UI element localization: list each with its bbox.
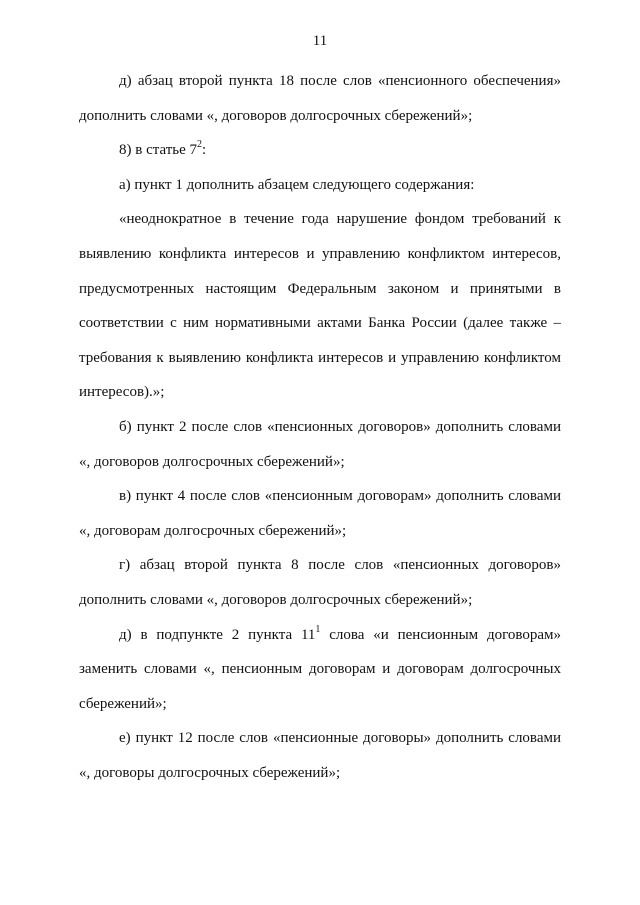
paragraph-text: д) в подпункте 2 пункта 11 xyxy=(119,626,316,643)
paragraph-text: 8) в статье 7 xyxy=(119,142,198,159)
paragraph-item-b: б) пункт 2 после слов «пенсионных договоров» дополнить словами «, договоров долгосрочных сбережений»; xyxy=(79,418,561,470)
document-body xyxy=(79,64,561,790)
paragraph-item-g: г) абзац второй пункта 8 после слов «пенсионных договоров» дополнить словами «, договоров долгосрочных сбережений»; xyxy=(79,557,561,608)
paragraph-text: слова «и пенсионным договорам» заменить словами «, пенсионным договорам и договорам долгосрочных сбережений»; xyxy=(79,626,562,712)
paragraph-item-e: е) пункт 12 после слов «пенсионные договоры» дополнить словами «, договоры долгосрочных сбережений»; xyxy=(79,730,561,781)
paragraph-item-v: в) пункт 4 после слов «пенсионным договорам» дополнить словами «, договорам долгосрочных сбережений»; xyxy=(79,488,561,539)
superscript: 2 xyxy=(197,139,203,151)
page-number: 11 xyxy=(312,33,328,49)
paragraph-item-d-18: д) абзац второй пункта 18 после слов «пенсионного обеспечения» дополнить словами «, договоров долгосрочных сбережений»; xyxy=(79,73,561,124)
paragraph-text: : xyxy=(202,142,207,159)
paragraph-item-d-11-1 xyxy=(79,618,561,722)
paragraph-item-a: а) пункт 1 дополнить абзацем следующего содержания: xyxy=(119,176,475,193)
paragraph-quote: «неоднократное в течение года нарушение фондом требований к выявлению конфликта интересов и управлению конфликтом интересов, предусмотренных настоящим Федеральным законом и принятыми в соответствии с ним нормативными актами Банка России (далее также – требования к выявлению конфликта интересов и управлению конфликтом интересов).»; xyxy=(79,211,561,401)
superscript: 1 xyxy=(315,623,321,635)
paragraph-article-7-2 xyxy=(79,133,561,168)
